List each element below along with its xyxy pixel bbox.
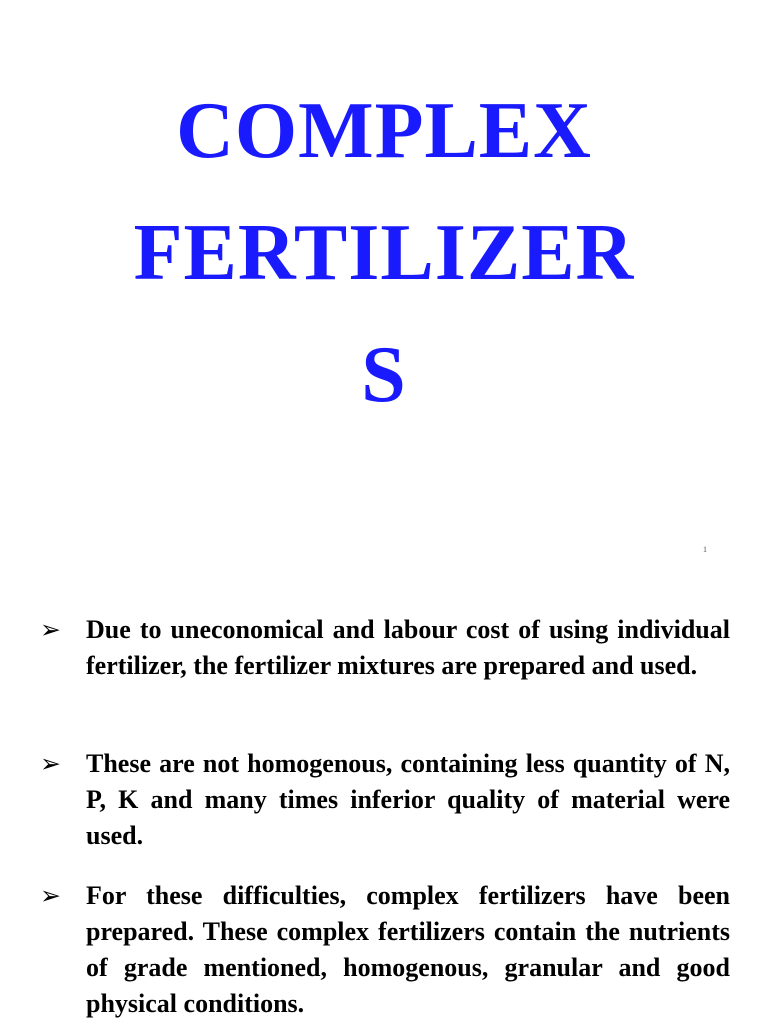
title-line-2: FERTILIZER	[133, 209, 635, 297]
slide-title	[0, 70, 768, 436]
bullet-text: For these difficulties, complex fertilizers have been prepared. These complex fertilizers contain the nutrients of grade mentioned, homogenous, granular and good physical conditions.	[86, 881, 730, 1018]
arrow-bullet-icon: ➢	[40, 615, 61, 644]
bullet-text: These are not homogenous, containing less quantity of N, P, K and many times inferior quality of material were used.	[86, 749, 730, 850]
page-number: 1	[703, 545, 707, 554]
arrow-bullet-icon: ➢	[40, 881, 61, 910]
arrow-bullet-icon: ➢	[40, 749, 61, 778]
bullet-text: Due to uneconomical and labour cost of using individual fertilizer, the fertilizer mixtures are prepared and used.	[86, 615, 730, 680]
bullet-item	[40, 746, 730, 854]
bullet-item	[40, 612, 730, 684]
content-slide	[0, 596, 768, 1024]
title-line-3: S	[361, 331, 407, 419]
title-line-1: COMPLEX	[176, 87, 592, 175]
bullet-item	[40, 878, 730, 1022]
